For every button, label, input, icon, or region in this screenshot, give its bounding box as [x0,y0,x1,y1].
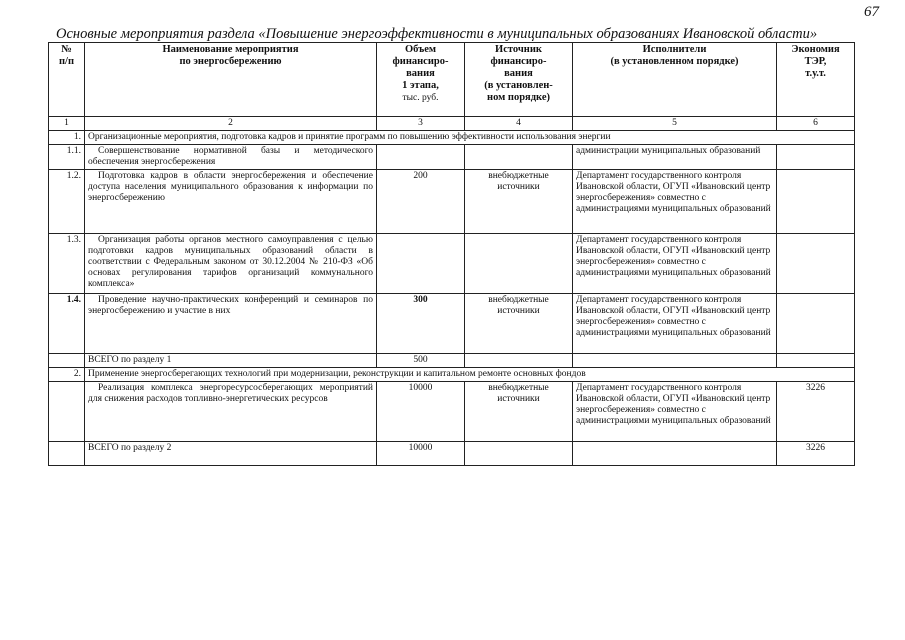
header-source-line1: Источник [495,44,542,55]
table-row [49,234,855,294]
header-volume-line3: вания [406,68,435,79]
row-name: Реализация комплекса энергоресурсосберегающих мероприятий для снижения расходов топливно-энергетических ресурсов [85,382,377,442]
header-volume [377,43,465,117]
header-economy [777,43,855,117]
header-exec-line2: (в установленном порядке) [610,56,739,67]
row-name: Совершенствование нормативной базы и методического обеспечения энергосбережения [85,145,377,170]
section-1-row [49,131,855,145]
total-volume: 10000 [377,442,465,466]
row-volume [377,234,465,294]
header-num-line2: п/п [58,56,75,67]
row-name: Проведение научно-практических конференций и семинаров по энергосбережению и участие в них [85,294,377,354]
header-source-line4: (в установлен- [484,80,553,91]
section-2-title: Применение энергосберегающих технологий при модернизации, реконструкции и капитальном ремонте основных фондов [85,368,855,382]
column-number: 4 [465,117,573,131]
row-economy [777,145,855,170]
column-number: 3 [377,117,465,131]
row-source [465,234,573,294]
header-exec-line1: Исполнители [642,44,707,55]
header-econ-line2: ТЭР, [804,56,827,67]
row-source: внебюджетные источники [465,294,573,354]
row-economy: 3226 [777,382,855,442]
header-source-line3: вания [504,68,533,79]
total-label: ВСЕГО по разделу 1 [85,354,377,368]
table-row [49,170,855,234]
page-number: 67 [864,4,879,20]
header-volume-line4: 1 этапа, [402,80,439,91]
header-name-line2: по энергосбережению [179,56,282,67]
table-header-row [49,43,855,117]
section-2-num: 2. [49,368,85,382]
header-name [85,43,377,117]
table-row [49,382,855,442]
row-volume [377,145,465,170]
header-num [49,43,85,117]
column-number: 1 [49,117,85,131]
row-num: 1.4. [49,294,85,354]
column-number: 5 [573,117,777,131]
header-source [465,43,573,117]
total-num [49,354,85,368]
table-row [49,145,855,170]
row-num: 1.3. [49,234,85,294]
header-executors [573,43,777,117]
column-number: 6 [777,117,855,131]
total-executors [573,354,777,368]
measures-table [48,42,855,466]
section-1-title: Организационные мероприятия, подготовка кадров и принятие программ по повышению эффективности использования энергии [85,131,855,145]
total-economy [777,354,855,368]
section-2-row [49,368,855,382]
total-economy: 3226 [777,442,855,466]
row-num: 1.1. [49,145,85,170]
table-row [49,294,855,354]
header-source-line5: ном порядке) [487,92,550,103]
row-executors: Департамент государственного контроля Ивановской области, ОГУП «Ивановский центр энергосбережения» совместно с администрациями муниципальных образований [573,234,777,294]
header-volume-line1: Объем [404,44,437,55]
total-row-section-1 [49,354,855,368]
row-executors: Департамент государственного контроля Ивановской области, ОГУП «Ивановский центр энергосбережения» совместно с администрациями муниципальных образований [573,294,777,354]
total-source [465,442,573,466]
row-name: Организация работы органов местного самоуправления с целью подготовки кадров муниципальных образований области в соответствии с Федеральным законом от 30.12.2004 № 210-ФЗ «Об основах регулирования тарифов организаций коммунального комплекса» [85,234,377,294]
column-number: 2 [85,117,377,131]
row-economy [777,294,855,354]
row-economy [777,234,855,294]
row-num [49,382,85,442]
row-volume: 300 [377,294,465,354]
row-economy [777,170,855,234]
header-name-line1: Наименование мероприятия [162,44,299,55]
total-volume: 500 [377,354,465,368]
row-volume: 200 [377,170,465,234]
header-volume-line2: финансиро- [392,56,449,67]
row-num: 1.2. [49,170,85,234]
row-source [465,145,573,170]
row-name: Подготовка кадров в области энергосбережения и обеспечение доступа населения муниципального образования к информации по энергосбережению [85,170,377,234]
row-executors: Департамент государственного контроля Ивановской области, ОГУП «Ивановский центр энергосбережения» совместно с администрациями муниципальных образований [573,382,777,442]
total-source [465,354,573,368]
header-econ-line1: Экономия [791,44,840,55]
row-executors: администрации муниципальных образований [573,145,777,170]
total-executors [573,442,777,466]
total-label: ВСЕГО по разделу 2 [85,442,377,466]
total-row-section-2 [49,442,855,466]
header-econ-line3: т.у.т. [805,68,826,79]
total-num [49,442,85,466]
header-source-line2: финансиро- [490,56,547,67]
column-number-row [49,117,855,131]
row-source: внебюджетные источники [465,170,573,234]
row-volume: 10000 [377,382,465,442]
row-executors: Департамент государственного контроля Ивановской области, ОГУП «Ивановский центр энергосбережения» совместно с администрациями муниципальных образований [573,170,777,234]
row-source: внебюджетные источники [465,382,573,442]
document-title: Основные мероприятия раздела «Повышение энергоэффективности в муниципальных образованиях Ивановской области» [56,26,818,42]
header-num-line1: № [61,44,72,55]
header-volume-line5: тыс. руб. [402,93,439,103]
section-1-num: 1. [49,131,85,145]
